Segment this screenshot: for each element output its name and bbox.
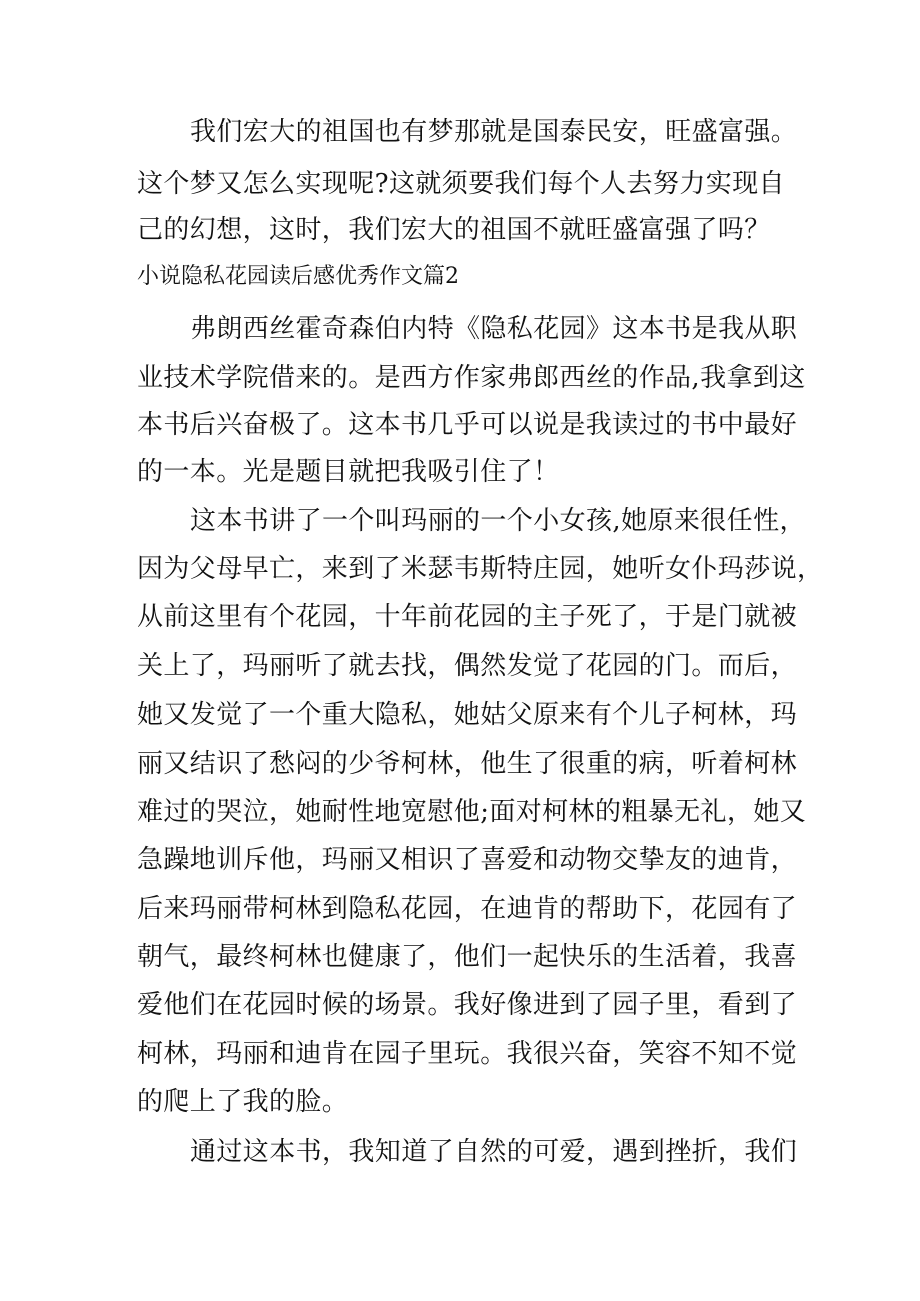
paragraph-3-line-13: 的爬上了我的脸。: [137, 1087, 349, 1117]
paragraph-2-line-1: 弗朗西丝霍奇森伯内特《隐私花园》这本书是我从职: [190, 314, 798, 344]
paragraph-1-line-1: 我们宏大的祖国也有梦那就是国泰民安，旺盛富强。: [190, 117, 798, 147]
paragraph-3-line-12: 柯林，玛丽和迪肯在园子里玩。我很兴奋，笑容不知不觉: [137, 1039, 798, 1069]
paragraph-3-line-5: 她又发觉了一个重大隐私，她姑父原来有个儿子柯林，玛: [137, 700, 798, 730]
paragraph-2-line-4: 的一本。光是题目就把我吸引住了！: [137, 457, 560, 487]
paragraph-3-line-9: 后来玛丽带柯林到隐私花园，在迪肯的帮助下，花园有了: [137, 894, 798, 924]
paragraph-1-line-3: 己的幻想，这时，我们宏大的祖国不就旺盛富强了吗？: [137, 215, 771, 245]
paragraph-4-line-1: 通过这本书，我知道了自然的可爱，遇到挫折，我们: [190, 1137, 798, 1167]
paragraph-3-line-3: 从前这里有个花园，十年前花园的主子死了，于是门就被: [137, 602, 798, 632]
paragraph-3-line-11: 爱他们在花园时候的场景。我好像进到了园子里，看到了: [137, 990, 798, 1020]
section-heading: 小说隐私花园读后感优秀作文篇2: [137, 264, 459, 289]
paragraph-3-line-10: 朝气，最终柯林也健康了，他们一起快乐的生活着，我喜: [137, 942, 798, 972]
paragraph-3-line-1: 这本书讲了一个叫玛丽的一个小女孩,她原来很任性，: [190, 506, 806, 536]
paragraph-3-line-7: 难过的哭泣，她耐性地宽慰他;面对柯林的粗暴无礼，她又: [137, 797, 807, 827]
paragraph-2-line-3: 本书后兴奋极了。这本书几乎可以说是我读过的书中最好: [137, 410, 798, 440]
paragraph-1-line-2: 这个梦又怎么实现呢?这就须要我们每个人去努力实现自: [137, 169, 785, 199]
paragraph-3-line-2: 因为父母早亡，来到了米瑟韦斯特庄园，她听女仆玛莎说，: [137, 554, 824, 584]
paragraph-3-line-4: 关上了，玛丽听了就去找，偶然发觉了花园的门。而后，: [137, 651, 798, 681]
paragraph-3-line-8: 急躁地训斥他，玛丽又相识了喜爱和动物交挚友的迪肯，: [137, 845, 798, 875]
paragraph-3-line-6: 丽又结识了愁闷的少爷柯林，他生了很重的病，听着柯林: [137, 749, 798, 779]
paragraph-2-line-2: 业技术学院借来的。是西方作家弗郎西丝的作品,我拿到这: [137, 363, 806, 393]
